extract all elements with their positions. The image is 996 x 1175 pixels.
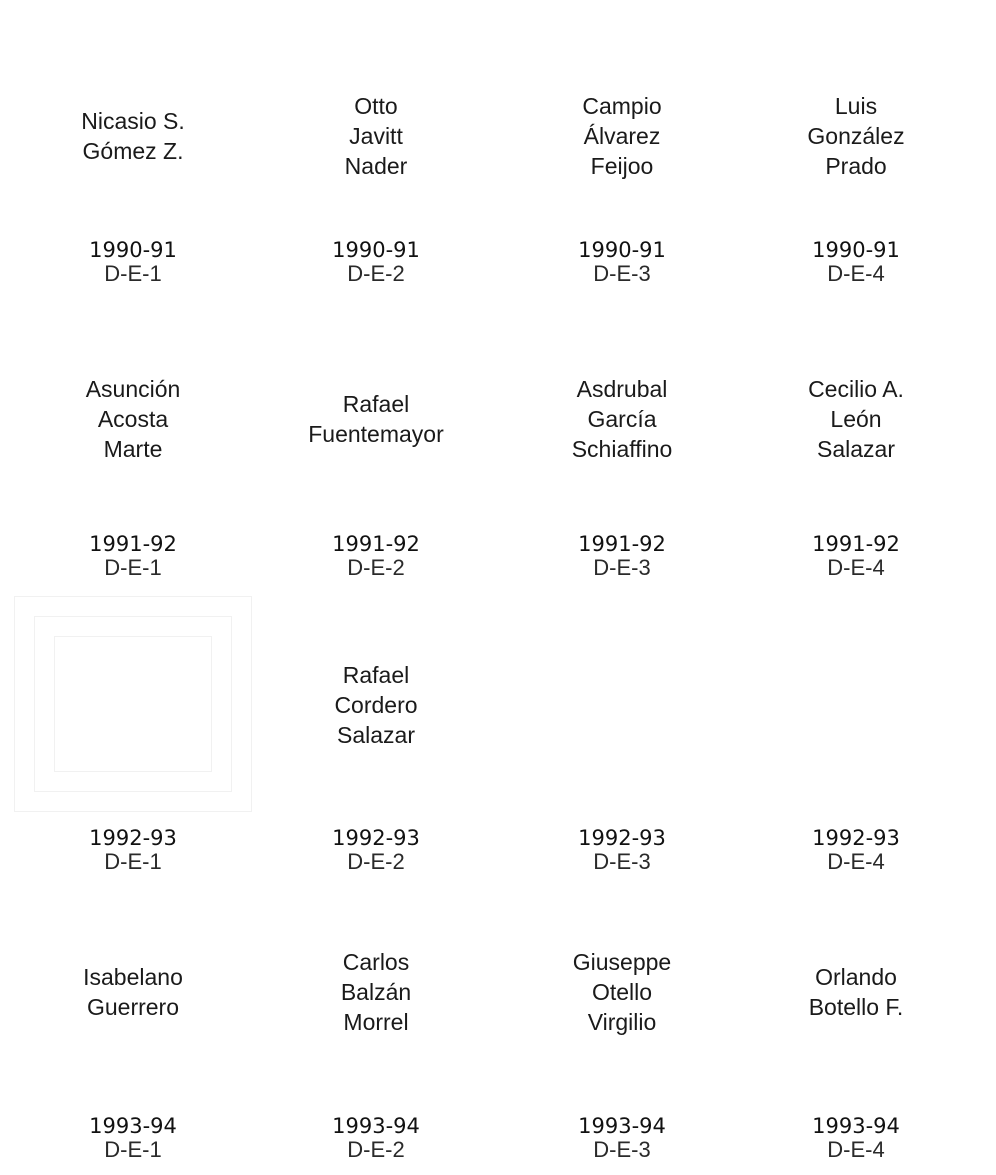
term-year: 1990-91 [89, 238, 177, 262]
seat-label [256, 238, 496, 286]
member-name-line: Otto [354, 93, 398, 119]
term-year: 1993-94 [332, 1114, 420, 1138]
member-name-line: Rafael [342, 662, 410, 688]
seat-label [502, 826, 742, 874]
member-name-line: Gómez Z. [82, 138, 184, 164]
seat-code: D-E-3 [593, 261, 651, 286]
scan-artifact [54, 636, 212, 772]
seat-code: D-E-2 [347, 555, 405, 580]
member-name-line: Campio [582, 93, 662, 119]
seat-label [502, 238, 742, 286]
member-name-line: Carlos [342, 949, 410, 975]
member-name [256, 389, 496, 449]
member-name-line: Botello F. [808, 994, 904, 1020]
member-name [502, 947, 742, 1037]
seat-code: D-E-1 [104, 849, 162, 874]
member-name-line: Javitt [349, 123, 403, 149]
term-year: 1991-92 [578, 532, 666, 556]
seat-label [256, 532, 496, 580]
member-name-line: Guerrero [86, 994, 180, 1020]
seat-code: D-E-3 [593, 849, 651, 874]
seat-label [13, 532, 253, 580]
term-year: 1992-93 [812, 826, 900, 850]
member-name-line: Salazar [337, 722, 415, 748]
member-name [256, 91, 496, 181]
seat-label [502, 532, 742, 580]
member-name-line: León [830, 406, 882, 432]
term-year: 1991-92 [812, 532, 900, 556]
member-name-line: Cordero [334, 692, 418, 718]
seat-label [256, 826, 496, 874]
member-name-line: Feijoo [590, 153, 654, 179]
member-name-line: Otello [591, 979, 653, 1005]
seat-label [13, 238, 253, 286]
term-year: 1990-91 [332, 238, 420, 262]
member-name-line: Fuentemayor [308, 421, 444, 447]
term-year: 1990-91 [812, 238, 900, 262]
member-name-line: Nicasio S. [81, 108, 185, 134]
seat-code: D-E-2 [347, 1137, 405, 1162]
member-name [256, 947, 496, 1037]
seat-label [736, 532, 976, 580]
seat-code: D-E-4 [827, 261, 885, 286]
member-name-line: Isabelano [83, 964, 183, 990]
seat-code: D-E-2 [347, 849, 405, 874]
member-name [13, 374, 253, 464]
term-year: 1992-93 [578, 826, 666, 850]
member-name-line: Orlando [815, 964, 897, 990]
member-name-line: Prado [825, 153, 887, 179]
member-name-line: González [807, 123, 905, 149]
member-name-line: Marte [103, 436, 163, 462]
seat-label [736, 826, 976, 874]
seat-code: D-E-3 [593, 555, 651, 580]
member-name-line: Salazar [817, 436, 895, 462]
member-name [736, 962, 976, 1022]
seat-code: D-E-1 [104, 555, 162, 580]
term-year: 1991-92 [332, 532, 420, 556]
member-name [13, 106, 253, 166]
member-name [13, 962, 253, 1022]
member-name [256, 660, 496, 750]
term-year: 1993-94 [89, 1114, 177, 1138]
seat-code: D-E-3 [593, 1137, 651, 1162]
seat-label [13, 826, 253, 874]
member-name-line: Nader [344, 153, 408, 179]
member-name-line: Asunción [85, 376, 181, 402]
member-name [502, 374, 742, 464]
member-name-line: Schiaffino [571, 436, 673, 462]
member-name [736, 91, 976, 181]
member-name [502, 91, 742, 181]
member-name-line: Virgilio [587, 1009, 657, 1035]
term-year: 1992-93 [332, 826, 420, 850]
member-name-line: Morrel [343, 1009, 409, 1035]
seat-label [502, 1114, 742, 1162]
seat-code: D-E-1 [104, 261, 162, 286]
member-name-line: Acosta [97, 406, 169, 432]
member-name-line: Cecilio A. [808, 376, 904, 402]
term-year: 1992-93 [89, 826, 177, 850]
term-year: 1993-94 [812, 1114, 900, 1138]
seat-code: D-E-1 [104, 1137, 162, 1162]
term-year: 1991-92 [89, 532, 177, 556]
term-year: 1993-94 [578, 1114, 666, 1138]
member-name-line: Luis [834, 93, 878, 119]
member-name-line: Álvarez [583, 123, 661, 149]
member-name-line: García [587, 406, 657, 432]
seat-label [736, 1114, 976, 1162]
member-name [736, 374, 976, 464]
member-name-line: Balzán [340, 979, 412, 1005]
seat-label [736, 238, 976, 286]
seat-code: D-E-4 [827, 555, 885, 580]
term-year: 1990-91 [578, 238, 666, 262]
seat-label [13, 1114, 253, 1162]
seat-label [256, 1114, 496, 1162]
seat-code: D-E-2 [347, 261, 405, 286]
seat-code: D-E-4 [827, 849, 885, 874]
seat-code: D-E-4 [827, 1137, 885, 1162]
member-name-line: Rafael [342, 391, 410, 417]
member-name-line: Giuseppe [572, 949, 672, 975]
member-name-line: Asdrubal [576, 376, 668, 402]
